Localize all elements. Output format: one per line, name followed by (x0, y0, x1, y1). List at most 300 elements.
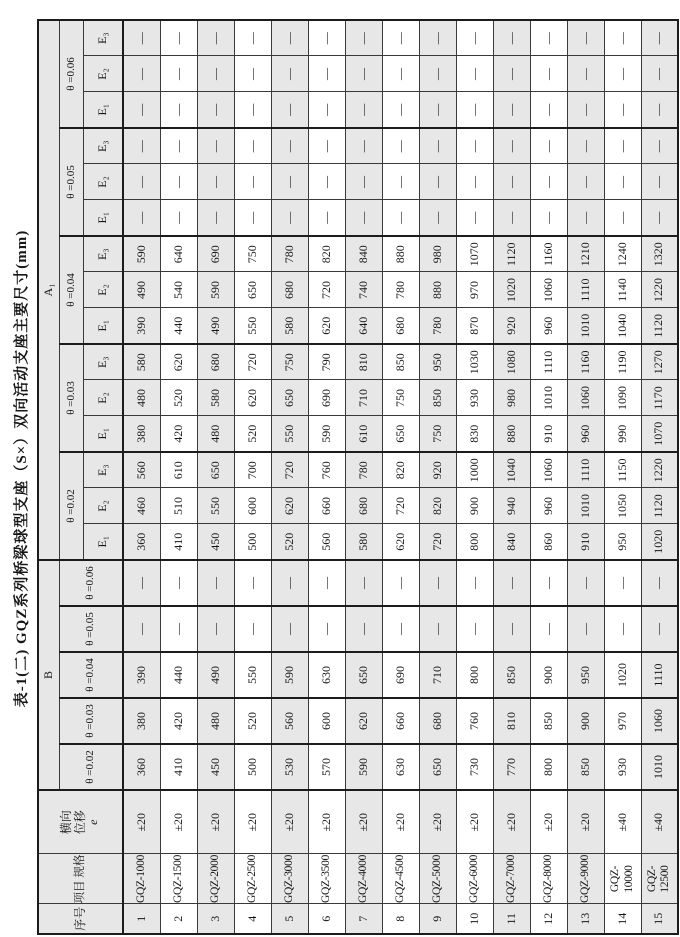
cell-b-value: 550 (234, 652, 271, 698)
cell-a1-value: — (604, 128, 641, 164)
cell-a1-value: 820 (419, 488, 456, 524)
cell-a1-value: — (456, 20, 493, 56)
cell-a1-value: 1140 (604, 272, 641, 308)
cell-a1-value: 820 (382, 452, 419, 488)
cell-a1-value: — (419, 164, 456, 200)
cell-a1-value: 920 (419, 452, 456, 488)
cell-spec: GQZ-2500 (234, 854, 271, 904)
cell-a1-value: 780 (271, 236, 308, 272)
cell-a1-value: 950 (604, 524, 641, 560)
header-e1: E₁ (83, 200, 123, 236)
cell-a1-value: 1160 (530, 236, 567, 272)
cell-a1-value: 990 (604, 416, 641, 452)
cell-a1-value: 1020 (493, 272, 530, 308)
cell-a1-value: — (308, 128, 345, 164)
cell-a1-value: 880 (382, 236, 419, 272)
cell-a1-value: 620 (160, 344, 197, 380)
cell-b-value: 770 (493, 744, 530, 790)
cell-a1-value: — (234, 56, 271, 92)
table-row (160, 20, 197, 934)
cell-b-value: 590 (345, 744, 382, 790)
header-a1-theta-002: θ =0.02 (59, 452, 83, 560)
cell-b-value: — (271, 606, 308, 652)
cell-a1-value: 1020 (641, 524, 678, 560)
cell-a1-value: — (197, 128, 234, 164)
cell-a1-value: — (160, 92, 197, 128)
cell-b-value: — (123, 606, 160, 652)
cell-a1-value: — (271, 200, 308, 236)
cell-b-value: — (197, 606, 234, 652)
cell-b-value: — (123, 560, 160, 606)
cell-a1-value: 680 (271, 272, 308, 308)
cell-a1-value: 540 (160, 272, 197, 308)
cell-b-value: — (493, 560, 530, 606)
cell-a1-value: 690 (308, 380, 345, 416)
cell-a1-value: 420 (160, 416, 197, 452)
cell-a1-value: 870 (456, 308, 493, 344)
cell-a1-value: 1120 (641, 488, 678, 524)
cell-a1-value: — (382, 128, 419, 164)
cell-a1-value: 600 (234, 488, 271, 524)
cell-a1-value: 820 (308, 236, 345, 272)
cell-a1-value: — (308, 56, 345, 92)
cell-a1-value: — (160, 20, 197, 56)
cell-a1-value: 960 (530, 488, 567, 524)
cell-a1-value: — (234, 128, 271, 164)
cell-b-value: 1020 (604, 652, 641, 698)
cell-lateral-displacement: ±20 (345, 790, 382, 854)
cell-a1-value: 850 (382, 344, 419, 380)
cell-lateral-displacement: ±20 (456, 790, 493, 854)
cell-b-value: 480 (197, 698, 234, 744)
cell-lateral-displacement: ±40 (604, 790, 641, 854)
cell-b-value: 930 (604, 744, 641, 790)
cell-a1-value: 780 (382, 272, 419, 308)
cell-b-value: 590 (271, 652, 308, 698)
cell-lateral-displacement: ±20 (530, 790, 567, 854)
cell-a1-value: 1070 (456, 236, 493, 272)
cell-a1-value: — (234, 20, 271, 56)
cell-b-value: — (308, 560, 345, 606)
cell-a1-value: 800 (456, 524, 493, 560)
cell-a1-value: 780 (419, 308, 456, 344)
cell-serial: 3 (197, 904, 234, 934)
cell-b-value: — (604, 606, 641, 652)
cell-a1-value: — (160, 56, 197, 92)
cell-b-value: — (382, 606, 419, 652)
cell-a1-value: — (345, 200, 382, 236)
header-e2: E₂ (83, 272, 123, 308)
cell-a1-value: — (271, 56, 308, 92)
cell-a1-value: — (456, 56, 493, 92)
cell-a1-value: 1090 (604, 380, 641, 416)
cell-b-value: — (604, 560, 641, 606)
cell-a1-value: 490 (197, 308, 234, 344)
cell-b-value: — (419, 606, 456, 652)
cell-lateral-displacement: ±20 (197, 790, 234, 854)
cell-a1-value: 550 (197, 488, 234, 524)
cell-a1-value: 440 (160, 308, 197, 344)
cell-b-value: 1110 (641, 652, 678, 698)
cell-b-value: — (493, 606, 530, 652)
cell-a1-value: 580 (345, 524, 382, 560)
cell-b-value: 500 (234, 744, 271, 790)
cell-a1-value: 1270 (641, 344, 678, 380)
table-row (197, 20, 234, 934)
cell-b-value: — (641, 560, 678, 606)
cell-spec: GQZ-1000 (123, 854, 160, 904)
header-e2: E₂ (83, 488, 123, 524)
cell-a1-value: 380 (123, 416, 160, 452)
cell-a1-value: — (530, 164, 567, 200)
cell-a1-value: 1010 (530, 380, 567, 416)
table-row (345, 20, 382, 934)
cell-a1-value: 920 (493, 308, 530, 344)
cell-a1-value: 620 (382, 524, 419, 560)
cell-a1-value: 510 (160, 488, 197, 524)
cell-b-value: — (530, 560, 567, 606)
table-row (419, 20, 456, 934)
cell-a1-value: 1040 (604, 308, 641, 344)
cell-a1-value: 1000 (456, 452, 493, 488)
cell-a1-value: 970 (456, 272, 493, 308)
cell-a1-value: 950 (419, 344, 456, 380)
header-e2: E₂ (83, 380, 123, 416)
cell-b-value: 970 (604, 698, 641, 744)
cell-a1-value: — (530, 56, 567, 92)
cell-a1-value: — (123, 200, 160, 236)
cell-a1-value: 1220 (641, 452, 678, 488)
cell-b-value: 760 (456, 698, 493, 744)
cell-lateral-displacement: ±20 (308, 790, 345, 854)
cell-a1-value: 700 (234, 452, 271, 488)
cell-a1-value: — (308, 92, 345, 128)
cell-serial: 11 (493, 904, 530, 934)
cell-a1-value: 460 (123, 488, 160, 524)
cell-a1-value: 1110 (567, 272, 604, 308)
cell-b-value: 360 (123, 744, 160, 790)
cell-a1-value: 750 (271, 344, 308, 380)
cell-a1-value: — (567, 200, 604, 236)
cell-spec: GQZ-4500 (382, 854, 419, 904)
cell-a1-value: 480 (123, 380, 160, 416)
cell-a1-value: — (271, 20, 308, 56)
cell-b-value: 1010 (641, 744, 678, 790)
cell-b-value: — (530, 606, 567, 652)
header-e1: E₁ (83, 92, 123, 128)
cell-a1-value: — (123, 128, 160, 164)
cell-a1-value: 1120 (493, 236, 530, 272)
cell-a1-value: 900 (456, 488, 493, 524)
header-e3: E₃ (83, 452, 123, 488)
cell-spec: GQZ-3500 (308, 854, 345, 904)
cell-a1-value: — (604, 20, 641, 56)
cell-a1-value: 580 (123, 344, 160, 380)
cell-a1-value: — (308, 200, 345, 236)
cell-a1-value: — (641, 92, 678, 128)
cell-a1-value: 720 (382, 488, 419, 524)
table-row (641, 20, 678, 934)
table-row (456, 20, 493, 934)
cell-a1-value: 480 (197, 416, 234, 452)
cell-spec: GQZ-5000 (419, 854, 456, 904)
cell-a1-value: — (604, 164, 641, 200)
table-row (123, 20, 160, 934)
header-lateral-displacement (38, 790, 123, 854)
cell-a1-value: — (197, 164, 234, 200)
cell-a1-value: 590 (197, 272, 234, 308)
cell-a1-value: — (419, 20, 456, 56)
cell-b-value: 900 (530, 652, 567, 698)
cell-a1-value: — (493, 164, 530, 200)
cell-a1-value: — (641, 56, 678, 92)
cell-a1-value: 830 (456, 416, 493, 452)
cell-a1-value: — (456, 128, 493, 164)
cell-spec: GQZ-10000 (604, 854, 641, 904)
cell-a1-value: 690 (197, 236, 234, 272)
cell-b-value: — (456, 560, 493, 606)
cell-a1-value: — (123, 20, 160, 56)
cell-a1-value: 1170 (641, 380, 678, 416)
cell-a1-value: 1210 (567, 236, 604, 272)
cell-a1-value: 1150 (604, 452, 641, 488)
header-b-theta-002: θ =0.02 (59, 744, 123, 790)
cell-a1-value: — (160, 128, 197, 164)
cell-a1-value: 1080 (493, 344, 530, 380)
cell-b-value: 850 (493, 652, 530, 698)
table-title: 表-1(二) GQZ系列桥梁球型支座（S×）双向活动支座主要尺寸(mm) (14, 229, 30, 708)
cell-a1-value: — (604, 92, 641, 128)
cell-a1-value: 780 (345, 452, 382, 488)
cell-b-value: 850 (567, 744, 604, 790)
cell-a1-value: — (197, 92, 234, 128)
cell-b-value: — (567, 606, 604, 652)
cell-a1-value: 650 (197, 452, 234, 488)
cell-a1-value: 1030 (456, 344, 493, 380)
cell-a1-value: — (419, 128, 456, 164)
cell-b-value: — (567, 560, 604, 606)
cell-b-value: 520 (234, 698, 271, 744)
cell-b-value: — (271, 560, 308, 606)
header-row-groups (38, 20, 59, 934)
header-a1-theta-005: θ =0.05 (59, 128, 83, 236)
cell-a1-value: — (345, 164, 382, 200)
table-body (123, 20, 678, 934)
cell-a1-value: 980 (419, 236, 456, 272)
cell-a1-value: 880 (493, 416, 530, 452)
cell-lateral-displacement: ±40 (641, 790, 678, 854)
cell-spec: GQZ-1500 (160, 854, 197, 904)
cell-a1-value: — (234, 92, 271, 128)
cell-b-value: 800 (530, 744, 567, 790)
cell-a1-value: 640 (160, 236, 197, 272)
header-b-theta-005: θ =0.05 (59, 606, 123, 652)
cell-a1-value: — (493, 128, 530, 164)
cell-a1-value: 1190 (604, 344, 641, 380)
cell-a1-value: 940 (493, 488, 530, 524)
cell-a1-value: 650 (382, 416, 419, 452)
cell-a1-value: 850 (419, 380, 456, 416)
cell-spec: GQZ-7000 (493, 854, 530, 904)
header-b-theta-006: θ =0.06 (59, 560, 123, 606)
cell-a1-value: — (308, 20, 345, 56)
cell-a1-value: 740 (345, 272, 382, 308)
table-row (530, 20, 567, 934)
cell-a1-value: 1010 (567, 308, 604, 344)
cell-b-value: 570 (308, 744, 345, 790)
header-a1-theta-006: θ =0.06 (59, 20, 83, 128)
cell-lateral-displacement: ±20 (271, 790, 308, 854)
cell-a1-value: 910 (530, 416, 567, 452)
cell-a1-value: — (530, 92, 567, 128)
cell-a1-value: 410 (160, 524, 197, 560)
cell-a1-value: — (567, 20, 604, 56)
cell-a1-value: — (641, 200, 678, 236)
cell-a1-value: — (123, 56, 160, 92)
cell-a1-value: — (234, 164, 271, 200)
header-lateral-line1: 横向 (58, 810, 73, 835)
cell-spec: GQZ-8000 (530, 854, 567, 904)
cell-a1-value: 390 (123, 308, 160, 344)
cell-a1-value: 660 (308, 488, 345, 524)
cell-b-value: 420 (160, 698, 197, 744)
cell-b-value: 600 (308, 698, 345, 744)
cell-b-value: 380 (123, 698, 160, 744)
cell-a1-value: — (493, 56, 530, 92)
cell-a1-value: — (197, 200, 234, 236)
cell-a1-value: 880 (419, 272, 456, 308)
cell-b-value: — (160, 560, 197, 606)
cell-b-value: 810 (493, 698, 530, 744)
cell-a1-value: — (345, 128, 382, 164)
cell-a1-value: — (456, 200, 493, 236)
cell-a1-value: 1120 (641, 308, 678, 344)
cell-spec: GQZ-3000 (271, 854, 308, 904)
cell-b-value: 390 (123, 652, 160, 698)
cell-a1-value: — (382, 164, 419, 200)
header-e3: E₃ (83, 128, 123, 164)
cell-a1-value: 1070 (641, 416, 678, 452)
cell-a1-value: — (530, 20, 567, 56)
header-e1: E₁ (83, 416, 123, 452)
cell-a1-value: — (271, 92, 308, 128)
header-group-a1: A₁ (38, 20, 59, 560)
cell-spec: GQZ-9000 (567, 854, 604, 904)
cell-b-value: — (197, 560, 234, 606)
cell-a1-value: 750 (234, 236, 271, 272)
cell-a1-value: 680 (382, 308, 419, 344)
cell-a1-value: — (123, 164, 160, 200)
cell-a1-value: — (234, 200, 271, 236)
cell-b-value: — (234, 606, 271, 652)
cell-a1-value: 1040 (493, 452, 530, 488)
cell-a1-value: — (345, 56, 382, 92)
cell-serial: 9 (419, 904, 456, 934)
cell-a1-value: 930 (456, 380, 493, 416)
cell-a1-value: 710 (345, 380, 382, 416)
cell-a1-value: — (197, 20, 234, 56)
cell-b-value: 690 (382, 652, 419, 698)
cell-a1-value: 1110 (530, 344, 567, 380)
cell-b-value: — (345, 606, 382, 652)
cell-b-value: 660 (382, 698, 419, 744)
cell-a1-value: 960 (530, 308, 567, 344)
header-e3: E₃ (83, 236, 123, 272)
table-row (567, 20, 604, 934)
table-row (382, 20, 419, 934)
cell-a1-value: — (641, 164, 678, 200)
cell-a1-value: — (493, 92, 530, 128)
header-group-b: B (38, 560, 59, 790)
cell-a1-value: 490 (123, 272, 160, 308)
cell-a1-value: 610 (345, 416, 382, 452)
cell-a1-value: 610 (160, 452, 197, 488)
cell-b-value: — (308, 606, 345, 652)
cell-a1-value: 580 (271, 308, 308, 344)
cell-a1-value: — (641, 128, 678, 164)
cell-a1-value: 680 (345, 488, 382, 524)
cell-a1-value: — (345, 20, 382, 56)
cell-a1-value: 500 (234, 524, 271, 560)
header-e3: E₃ (83, 20, 123, 56)
cell-a1-value: — (160, 164, 197, 200)
cell-a1-value: 620 (234, 380, 271, 416)
cell-a1-value: 910 (567, 524, 604, 560)
cell-b-value: — (641, 606, 678, 652)
cell-a1-value: 790 (308, 344, 345, 380)
cell-lateral-displacement: ±20 (123, 790, 160, 854)
cell-a1-value: 560 (308, 524, 345, 560)
cell-a1-value: 840 (493, 524, 530, 560)
cell-b-value: 410 (160, 744, 197, 790)
cell-b-value: — (234, 560, 271, 606)
cell-b-value: — (345, 560, 382, 606)
cell-a1-value: 590 (123, 236, 160, 272)
cell-a1-value: — (493, 20, 530, 56)
cell-serial: 15 (641, 904, 678, 934)
cell-a1-value: — (604, 200, 641, 236)
cell-a1-value: 1320 (641, 236, 678, 272)
cell-b-value: 440 (160, 652, 197, 698)
cell-serial: 10 (456, 904, 493, 934)
cell-b-value: — (160, 606, 197, 652)
cell-a1-value: 720 (271, 452, 308, 488)
cell-b-value: 1060 (641, 698, 678, 744)
cell-serial: 13 (567, 904, 604, 934)
cell-a1-value: 720 (234, 344, 271, 380)
cell-a1-value: 760 (308, 452, 345, 488)
cell-a1-value: 560 (123, 452, 160, 488)
cell-a1-value: 550 (271, 416, 308, 452)
cell-a1-value: 580 (197, 380, 234, 416)
cell-b-value: 710 (419, 652, 456, 698)
cell-a1-value: — (604, 56, 641, 92)
cell-a1-value: — (123, 92, 160, 128)
cell-a1-value: 620 (308, 308, 345, 344)
cell-a1-value: — (419, 56, 456, 92)
header-e1: E₁ (83, 308, 123, 344)
cell-a1-value: 860 (530, 524, 567, 560)
cell-lateral-displacement: ±20 (567, 790, 604, 854)
cell-b-value: 630 (308, 652, 345, 698)
cell-a1-value: 520 (160, 380, 197, 416)
cell-b-value: — (419, 560, 456, 606)
cell-a1-value: 840 (345, 236, 382, 272)
cell-serial: 2 (160, 904, 197, 934)
cell-b-value: 650 (345, 652, 382, 698)
header-e2: E₂ (83, 164, 123, 200)
cell-a1-value: — (382, 200, 419, 236)
